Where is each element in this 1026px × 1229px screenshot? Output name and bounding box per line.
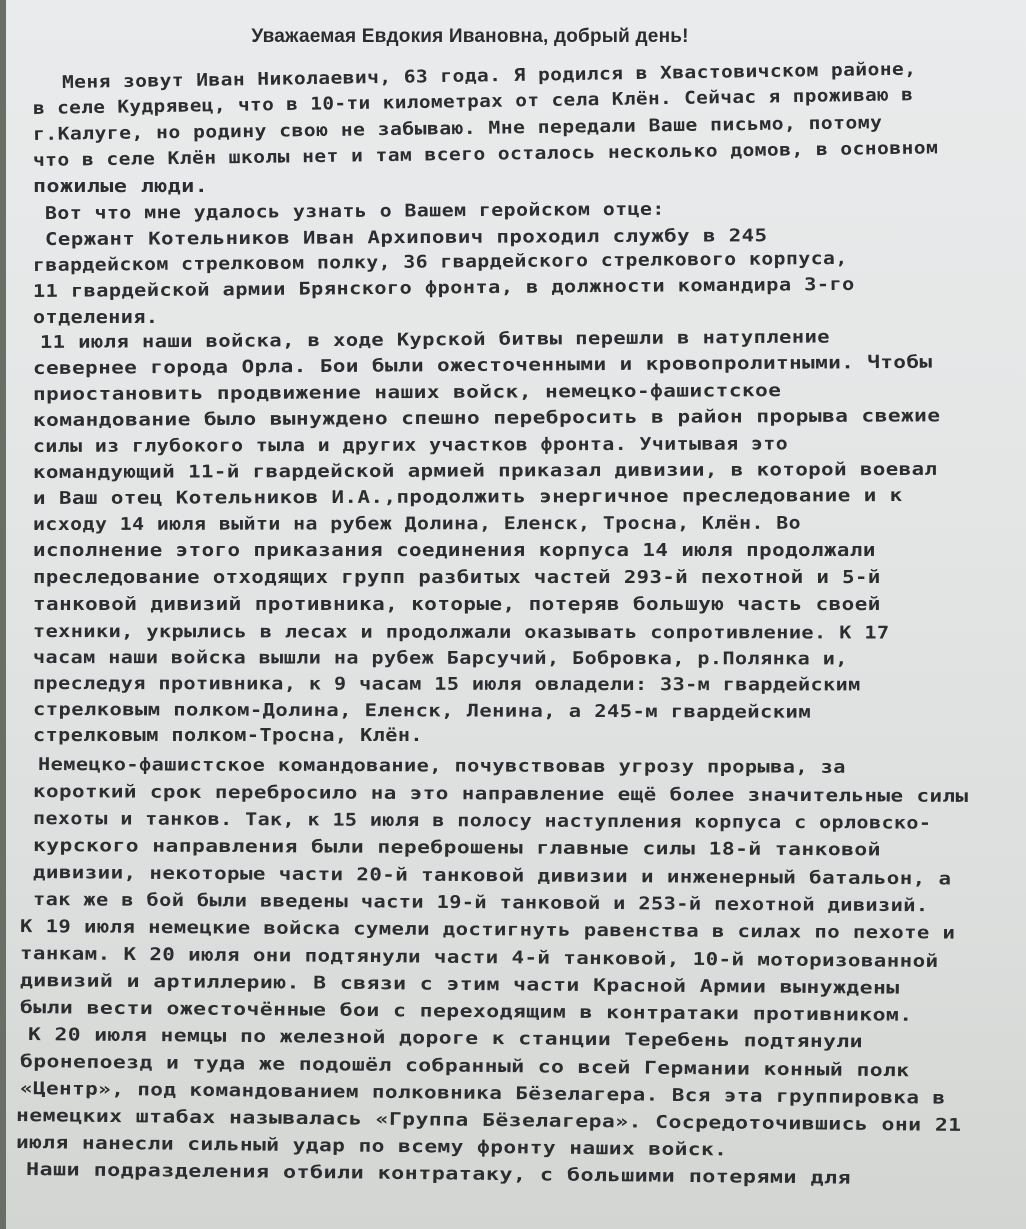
body-line: исходу 14 июля выйти на рубеж Долина, Еленск, Тросна, Клён. Во xyxy=(32,513,802,535)
body-line: и Ваш отец Котельников И.А.,продолжить энергичное преследование и к xyxy=(32,485,903,509)
body-line: «Центр», под командованием полковника Бёзелагера. Вся эта группировка в xyxy=(19,1079,946,1109)
body-line: бронепоезд и туда же подошёл собранный со всей Германии конный полк xyxy=(19,1052,910,1082)
body-line: г.Калуге, но родину свою не забываю. Мне передали Ваше письмо, потому xyxy=(32,113,883,145)
body-line: дивизий и артиллерию. В связи с этим части Красной Армии вынуждены xyxy=(19,971,900,999)
body-line: силы из глубокого тыла и других участков фронта. Учитывая это xyxy=(32,434,789,457)
body-line: июля нанесли сильный удар по всему фронту наших войск. xyxy=(15,1133,728,1161)
body-line: так же в бой были введены части 19-й танковой и 253-й пехотной дивизий. xyxy=(32,890,929,917)
body-line: 11 гвардейской армии Брянского фронта, в должности командира 3-го xyxy=(32,274,855,302)
body-line: дивизии, некоторые части 20-й танковой дивизии и инженерный батальон, а xyxy=(32,863,952,890)
body-line: преследуя противника, к 9 часам 15 июля овладели: 33-м гвардейским xyxy=(32,674,861,696)
body-line: гвардейском стрелковом полку, 36 гвардейского стрелкового корпуса, xyxy=(32,248,848,276)
body-line: были вести ожесточённые бои с переходящим в контратаки противником. xyxy=(19,998,913,1026)
body-line: 11 июля наши войска, в ходе Курской битвы перешли в натупление xyxy=(39,327,831,353)
body-line: К 20 июля немцы по железной дороге к станции Теребень подтянули xyxy=(27,1025,864,1053)
body-line: командование было вынуждено спешно перебросить в район прорыва свежие xyxy=(32,406,941,431)
body-line: пожилые люди. xyxy=(33,177,209,197)
body-line: севернее города Орла. Бои были ожесточенными и кровопролитными. Чтобы xyxy=(32,352,933,379)
body-line: отделения. xyxy=(33,308,159,328)
body-line: часам наши войска вышли на рубеж Барсучий, Бобровка, р.Полянка и, xyxy=(32,648,848,670)
body-line: преследование отходящих групп разбитых частей 293-й пехотной и 5-й xyxy=(33,568,881,588)
body-line: пехоты и танков. Так, к 15 июля в полосу наступления корпуса с орловско- xyxy=(32,809,932,834)
body-line: что в селе Клён школы нет и там всего осталось несколько домов, в основном xyxy=(32,138,939,171)
body-line: К 19 июля немецкие войска сумели достигнуть равенства в силах по пехоте и xyxy=(19,917,956,944)
body-line: короткий срок перебросило на это направление ещё более значительные силы xyxy=(32,782,969,807)
body-line: Немецко-фашистское командование, почувствовав угрозу прорыва, за xyxy=(37,755,846,778)
body-line: исполнение этого приказания соединения корпуса 14 июля продолжали xyxy=(33,541,876,561)
body-line: курского направления были переброшены главные силы 18-й танковой xyxy=(32,836,881,861)
body-line: Меня зовут Иван Николаевич, 63 года. Я родился в Хвастовичском районе, xyxy=(61,59,917,93)
body-line: в селе Кудрявец, что в 10-ти километрах от села Клён. Сейчас я проживаю в xyxy=(32,85,914,119)
letter-greeting: Уважаемая Евдокия Ивановна, добрый день! xyxy=(251,26,689,47)
body-line: стрелковым полком-Тросна, Клён. xyxy=(33,726,424,746)
body-line: Наши подразделения отбили контратаку, с большими потерями для xyxy=(25,1160,852,1189)
body-line: командующий 11-й гвардейской армией приказал дивизии, в которой воевал xyxy=(32,459,938,483)
body-line: немецких штабах называлась «Группа Бёзелагера». Сосредоточившись они 21 xyxy=(15,1106,962,1136)
body-line: техники, укрылись в лесах и продолжали оказывать сопротивление. К 17 xyxy=(32,622,890,644)
body-line: приостановить продвижение наших войск, немецко-фашистское xyxy=(32,381,782,405)
body-line: Сержант Котельников Иван Архипович проходил службу в 245 xyxy=(44,226,768,250)
body-line: Вот что мне удалось узнать о Вашем геройском отце: xyxy=(44,199,665,224)
body-line: танковой дивизий противника, которые, потеряв большую часть своей xyxy=(33,595,881,615)
body-line: танкам. К 20 июля они подтянули части 4-й танковой, 10-й моторизованной xyxy=(19,944,939,973)
body-line: стрелковым полком-Долина, Еленск, Ленина, а 245-м гвардейским xyxy=(32,700,812,723)
